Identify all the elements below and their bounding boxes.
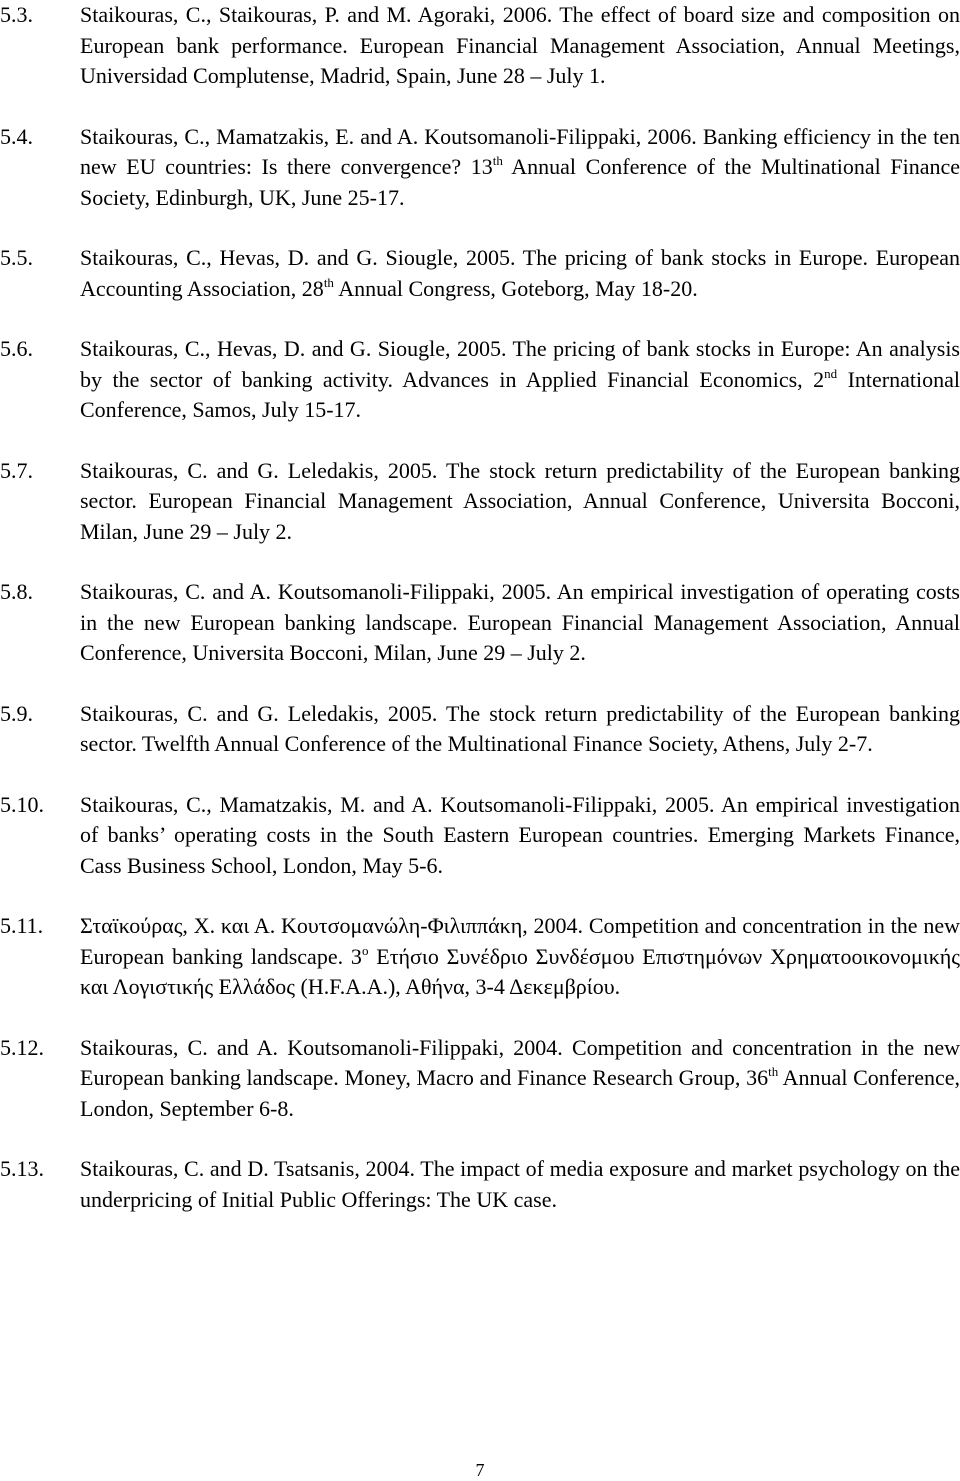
reference-number: 5.12. [0,1034,44,1060]
reference-number: 5.8. [0,579,33,604]
reference-number: 5.7. [0,457,33,483]
reference-number: 5.4. [0,123,33,149]
reference-number: 5.13. [0,1156,44,1181]
reference-item [0,334,960,426]
reference-item [0,790,960,882]
reference-text: Staikouras, C., Hevas, D. and G. Siougle, 2005. The pricing of bank stocks in Europe: An analysis by the sector of banking activity. Advances in Applied Financial Economics, 2nd International Conference, Samos, July 15-17. [80,336,960,422]
reference-item [0,243,960,304]
reference-text: Staikouras, C. and A. Koutsomanoli-Filippaki, 2005. An empirical investigation of operating costs in the new European banking landscape. European Financial Management Association, Annual Conference, Universita Bocconi, Milan, June 29 – July 2. [80,579,960,665]
page-number: 7 [475,1460,485,1480]
reference-text: Staikouras, C. and G. Leledakis, 2005. The stock return predictability of the European banking sector. Twelfth Annual Conference of the Multinational Finance Society, Athens, July 2-7. [80,700,960,756]
reference-number: 5.6. [0,336,33,361]
reference-item [0,911,960,1003]
reference-number: 5.10. [0,791,44,817]
reference-item [0,0,960,92]
reference-number: 5.5. [0,245,33,270]
reference-item [0,577,960,669]
reference-item [0,1033,960,1125]
reference-text: Staikouras, C. and A. Koutsomanoli-Filippaki, 2004. Competition and concentration in the new European banking landscape. Money, Macro and Finance Research Group, 36th Annual Conference, London, September 6-8. [80,1034,960,1121]
reference-text: Staikouras, C., Staikouras, P. and M. Agoraki, 2006. The effect of board size and composition on European bank performance. European Financial Management Association, Annual Meetings, Universidad Complutense, Madrid, Spain, June 28 – July 1. [80,2,960,88]
reference-number: 5.11. [0,913,44,938]
reference-text: Staikouras, C., Hevas, D. and G. Siougle, 2005. The pricing of bank stocks in Europe. European Accounting Association, 28th Annual Congress, Goteborg, May 18-20. [80,245,960,301]
reference-text: Staikouras, C., Mamatzakis, E. and A. Koutsomanoli-Filippaki, 2006. Banking efficiency in the ten new EU countries: Is there convergence? 13th Annual Conference of the Multinational Finance Society, Edinburgh, UK, June 25-17. [80,123,960,210]
reference-text: Σταϊκούρας, Χ. και Α. Κουτσομανώλη-Φιλιππάκη, 2004. Competition and concentration in the new European banking landscape. 3$^o$ Ετήσιο Συνέδριο Συνδέσμου Επιστημόνων Χρηματοοικονομικής και Λογιστικής Ελλάδος (H.F.A.A.), Αθήνα, 3-4 Δεκεμβρίου. [80,913,960,999]
reference-item [0,699,960,760]
reference-number: 5.3. [0,2,33,27]
reference-text: Staikouras, C., Mamatzakis, M. and A. Koutsomanoli-Filippaki, 2005. An empirical investigation of banks’ operating costs in the South Eastern European countries. Emerging Markets Finance, Cass Business School, London, May 5-6. [80,791,960,878]
reference-number: 5.9. [0,700,33,726]
reference-item [0,456,960,548]
reference-item [0,122,960,214]
reference-item [0,1154,960,1215]
reference-text: Staikouras, C. and D. Tsatsanis, 2004. The impact of media exposure and market psychology on the underpricing of Initial Public Offerings: The UK case. [80,1156,960,1212]
reference-text: Staikouras, C. and G. Leledakis, 2005. The stock return predictability of the European banking sector. European Financial Management Association, Annual Conference, Universita Bocconi, Milan, June 29 – July 2. [80,457,960,544]
